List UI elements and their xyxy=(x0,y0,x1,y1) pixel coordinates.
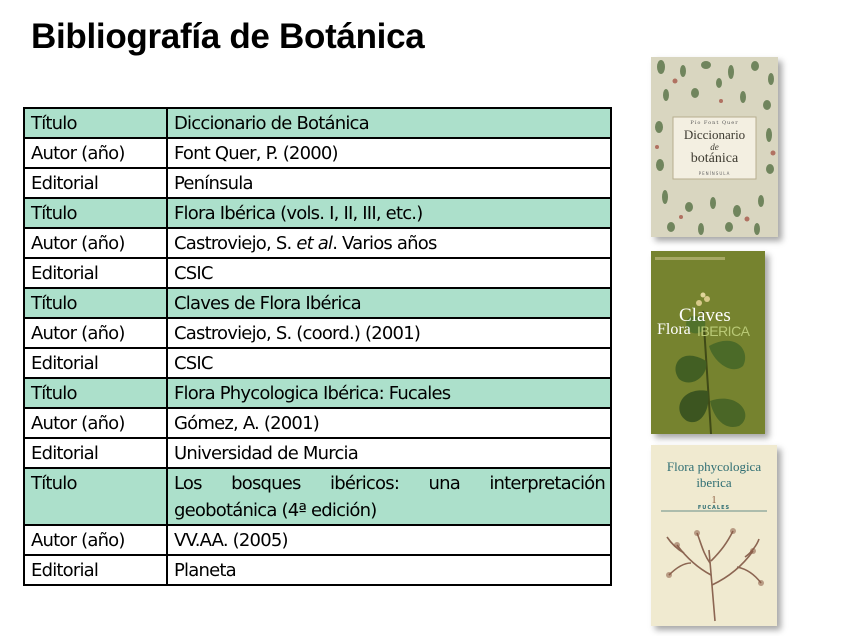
cover-flora-text: Flora xyxy=(657,321,691,338)
row-value-part: . Varios años xyxy=(332,233,437,254)
row-value-line: geobotánica (4ª edición) xyxy=(174,500,377,521)
table-row xyxy=(24,138,611,168)
table-row xyxy=(24,168,611,198)
row-label: Autor (año) xyxy=(24,228,167,258)
row-value-part: Castroviejo, S. xyxy=(174,233,297,254)
book-cover-diccionario xyxy=(651,57,778,237)
row-label: Editorial xyxy=(24,555,167,585)
row-label: Editorial xyxy=(24,168,167,198)
row-value: Gómez, A. (2001) xyxy=(167,408,611,438)
row-value: CSIC xyxy=(167,348,611,378)
row-value: Font Quer, P. (2000) xyxy=(167,138,611,168)
book-cover-claves xyxy=(651,251,765,434)
cover-title-line: Flora phycologica xyxy=(666,459,762,474)
table-row xyxy=(24,318,611,348)
cover-title-line: iberica xyxy=(696,475,732,490)
table-row xyxy=(24,228,611,258)
row-value: Planeta xyxy=(167,555,611,585)
row-value: VV.AA. (2005) xyxy=(167,525,611,555)
table-row xyxy=(24,198,611,228)
cover-publisher: PENÍNSULA xyxy=(698,171,731,176)
cover-claves-text: Claves xyxy=(679,305,731,326)
row-label: Autor (año) xyxy=(24,525,167,555)
table-row xyxy=(24,555,611,585)
row-value-line: Los bosques ibéricos: una interpretación xyxy=(174,473,605,494)
row-value: Diccionario de Botánica xyxy=(167,108,611,138)
row-label: Título xyxy=(24,108,167,138)
row-value: CSIC xyxy=(167,258,611,288)
cover-title-line: botánica xyxy=(690,151,739,166)
row-label: Autor (año) xyxy=(24,138,167,168)
row-label: Autor (año) xyxy=(24,318,167,348)
cover-title xyxy=(673,129,756,165)
cover-iberica-text: IBERICA xyxy=(697,323,750,339)
row-value: Universidad de Murcia xyxy=(167,438,611,468)
row-value: Flora Phycologica Ibérica: Fucales xyxy=(167,378,611,408)
table-row xyxy=(24,108,611,138)
row-value: Castroviejo, S. (coord.) (2001) xyxy=(167,318,611,348)
row-label: Título xyxy=(24,468,167,525)
table-row xyxy=(24,288,611,318)
plant-illustration xyxy=(651,251,765,434)
row-value xyxy=(167,228,611,258)
table-row xyxy=(24,408,611,438)
bibliography-table xyxy=(23,107,612,586)
row-value: Claves de Flora Ibérica xyxy=(167,288,611,318)
table-row xyxy=(24,258,611,288)
table-row xyxy=(24,468,611,525)
row-value: Flora Ibérica (vols. I, II, III, etc.) xyxy=(167,198,611,228)
row-label: Editorial xyxy=(24,258,167,288)
row-label: Autor (año) xyxy=(24,408,167,438)
cover-title-line: de xyxy=(710,142,719,152)
cover-author: Pío Font Quer xyxy=(690,120,739,126)
table-row xyxy=(24,348,611,378)
row-value-italic: et al xyxy=(296,233,333,254)
cover-volume-number: 1 xyxy=(711,495,717,506)
row-label: Título xyxy=(24,288,167,318)
page-title: Bibliografía de Botánica xyxy=(31,17,425,56)
table-row xyxy=(24,525,611,555)
row-label: Editorial xyxy=(24,348,167,378)
table-row xyxy=(24,438,611,468)
row-label: Título xyxy=(24,198,167,228)
table-row xyxy=(24,378,611,408)
row-label: Título xyxy=(24,378,167,408)
row-label: Editorial xyxy=(24,438,167,468)
row-value xyxy=(167,468,611,525)
cover-title-line: Diccionario xyxy=(683,127,746,142)
cover-title xyxy=(651,459,777,491)
row-value: Península xyxy=(167,168,611,198)
book-cover-phycologica xyxy=(651,445,777,626)
cover-subtitle: FUCALES xyxy=(697,505,731,511)
